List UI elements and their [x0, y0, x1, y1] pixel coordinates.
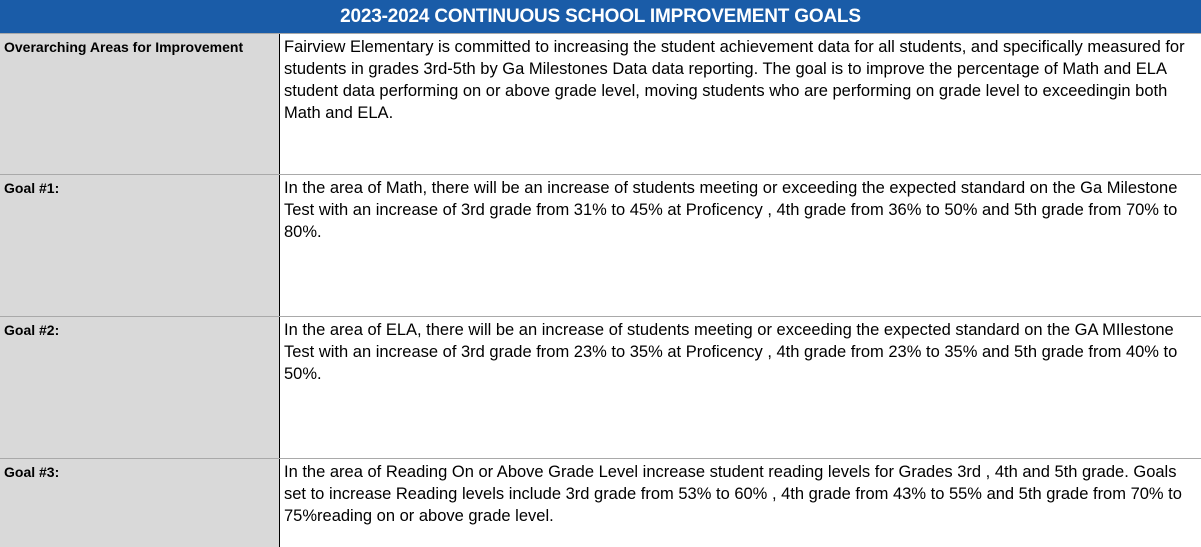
row-content-goal-3[interactable]: In the area of Reading On or Above Grade Level increase student reading levels for Grades 3rd , 4th and 5th grade. Goals set to increase Reading levels include 3rd grade from 53% to 60% , 4th grade from 43% to 55% and 5th grade from 70% to 75%reading on or above grade level.: [280, 459, 1201, 547]
row-content-overarching[interactable]: Fairview Elementary is committed to increasing the student achievement data for all students, and specifically measured for students in grades 3rd-5th by Ga Milestones Data data reporting. The goal is to improve the percentage of Math and ELA student data performing on or above grade level, moving students who are performing on grade level to exceedingin both Math and ELA.: [280, 34, 1201, 174]
table-row-goal-2: [0, 317, 1201, 459]
table-row-goal-3: [0, 459, 1201, 547]
row-content-goal-2[interactable]: In the area of ELA, there will be an increase of students meeting or exceeding the expected standard on the GA MIlestone Test with an increase of 3rd grade from 23% to 35% at Proficency , 4th grade from 23% to 35% and 5th grade from 40% to 50%.: [280, 317, 1201, 458]
table-row-goal-1: [0, 175, 1201, 317]
row-content-goal-1[interactable]: In the area of Math, there will be an increase of students meeting or exceeding the expected standard on the Ga Milestone Test with an increase of 3rd grade from 31% to 45% at Proficency , 4th grade from 36% to 50% and 5th grade from 70% to 80%.: [280, 175, 1201, 316]
row-label-goal-2[interactable]: Goal #2:: [0, 317, 280, 458]
table-row-overarching: [0, 34, 1201, 175]
row-label-goal-3[interactable]: Goal #3:: [0, 459, 280, 547]
row-label-goal-1[interactable]: Goal #1:: [0, 175, 280, 316]
row-label-overarching[interactable]: Overarching Areas for Improvement: [0, 34, 280, 174]
sheet-title: 2023-2024 CONTINUOUS SCHOOL IMPROVEMENT GOALS: [0, 0, 1201, 34]
